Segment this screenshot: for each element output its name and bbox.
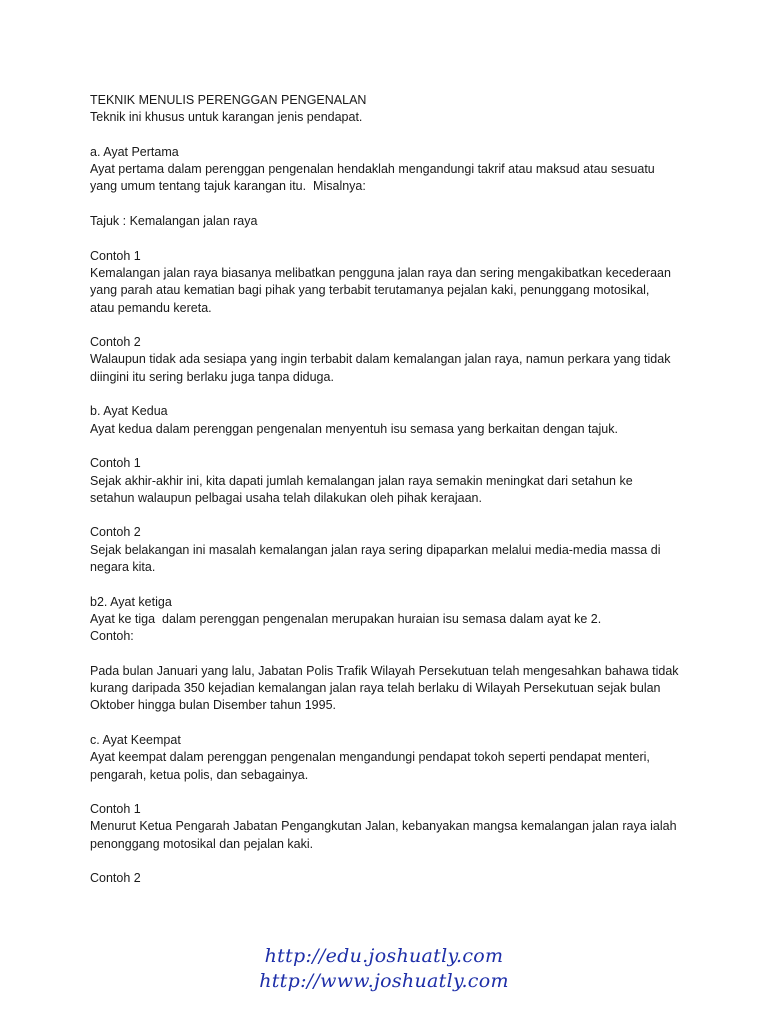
- section-c-text: Ayat keempat dalam perenggan pengenalan mengandungi pendapat tokoh seperti pendapat menteri,: [90, 750, 650, 765]
- spacer: [90, 386, 690, 403]
- document-heading: TEKNIK MENULIS PERENGGAN PENGENALAN: [90, 93, 367, 107]
- section-b2-text: Ayat ke tiga dalam perenggan pengenalan merupakan huraian isu semasa dalam ayat ke 2.: [90, 611, 602, 626]
- section-c-title: c. Ayat Keempat: [90, 732, 181, 747]
- example-title: Contoh 2: [90, 525, 141, 540]
- spacer: [90, 230, 690, 247]
- example-text: Oktober hingga bulan Disember tahun 1995.: [90, 698, 336, 713]
- footer-links: [0, 944, 768, 994]
- example-text: Kemalangan jalan raya biasanya melibatkan pengguna jalan raya dan sering mengakibatkan kecederaan: [90, 265, 671, 280]
- example-text: Pada bulan Januari yang lalu, Jabatan Polis Trafik Wilayah Persekutuan telah mengesahkan bahawa tidak: [90, 663, 679, 678]
- section-a-text: yang umum tentang tajuk karangan itu. Misalnya:: [90, 179, 366, 194]
- footer-link-www[interactable]: http://www.joshuatly.com: [259, 970, 509, 992]
- spacer: [90, 507, 690, 524]
- example-title: Contoh 1: [90, 802, 141, 817]
- spacer: [90, 784, 690, 801]
- spacer: [90, 576, 690, 593]
- spacer: [90, 715, 690, 732]
- example-text: kurang daripada 350 kejadian kemalangan jalan raya telah berlaku di Wilayah Persekutuan sejak bulan: [90, 681, 661, 696]
- spacer: [90, 196, 690, 213]
- example-title: Contoh 1: [90, 456, 141, 471]
- footer-link-edu[interactable]: http://edu.joshuatly.com: [264, 945, 504, 967]
- spacer: [90, 853, 690, 870]
- section-b2-title: b2. Ayat ketiga: [90, 594, 172, 609]
- example-text: Sejak akhir-akhir ini, kita dapati jumlah kemalangan jalan raya semakin meningkat dari setahun ke: [90, 473, 633, 488]
- example-text: yang parah atau kematian bagi pihak yang terbabit terutamanya pejalan kaki, penunggang motosikal,: [90, 283, 650, 298]
- example-text: Menurut Ketua Pengarah Jabatan Pengangkutan Jalan, kebanyakan mangsa kemalangan jalan raya ialah: [90, 819, 677, 834]
- example-text: setahun walaupun pelbagai usaha telah dilakukan oleh pihak kerajaan.: [90, 490, 482, 505]
- example-title: Contoh 1: [90, 248, 141, 263]
- spacer: [90, 646, 690, 663]
- example-text: Walaupun tidak ada sesiapa yang ingin terbabit dalam kemalangan jalan raya, namun perkara yang tidak: [90, 352, 671, 367]
- section-b-text: Ayat kedua dalam perenggan pengenalan menyentuh isu semasa yang berkaitan dengan tajuk.: [90, 421, 618, 436]
- example-title: Contoh 2: [90, 335, 141, 350]
- section-a-title: a. Ayat Pertama: [90, 144, 179, 159]
- spacer: [90, 127, 690, 144]
- spacer: [90, 317, 690, 334]
- intro-text: Teknik ini khusus untuk karangan jenis pendapat.: [90, 110, 363, 125]
- document-body: [90, 92, 690, 888]
- example-text: penonggang motosikal dan pejalan kaki.: [90, 836, 314, 851]
- example-text: diingini itu sering berlaku juga tanpa diduga.: [90, 369, 334, 384]
- section-b-title: b. Ayat Kedua: [90, 404, 168, 419]
- tajuk-line: Tajuk : Kemalangan jalan raya: [90, 214, 258, 229]
- spacer: [90, 438, 690, 455]
- example-text: negara kita.: [90, 560, 156, 575]
- example-title: Contoh:: [90, 629, 134, 644]
- example-text: Sejak belakangan ini masalah kemalangan jalan raya sering dipaparkan melalui media-media massa di: [90, 542, 661, 557]
- section-c-text: pengarah, ketua polis, dan sebagainya.: [90, 767, 309, 782]
- example-title: Contoh 2: [90, 871, 141, 886]
- example-text: atau pemandu kereta.: [90, 300, 212, 315]
- section-a-text: Ayat pertama dalam perenggan pengenalan hendaklah mengandungi takrif atau maksud atau sesuatu: [90, 162, 655, 177]
